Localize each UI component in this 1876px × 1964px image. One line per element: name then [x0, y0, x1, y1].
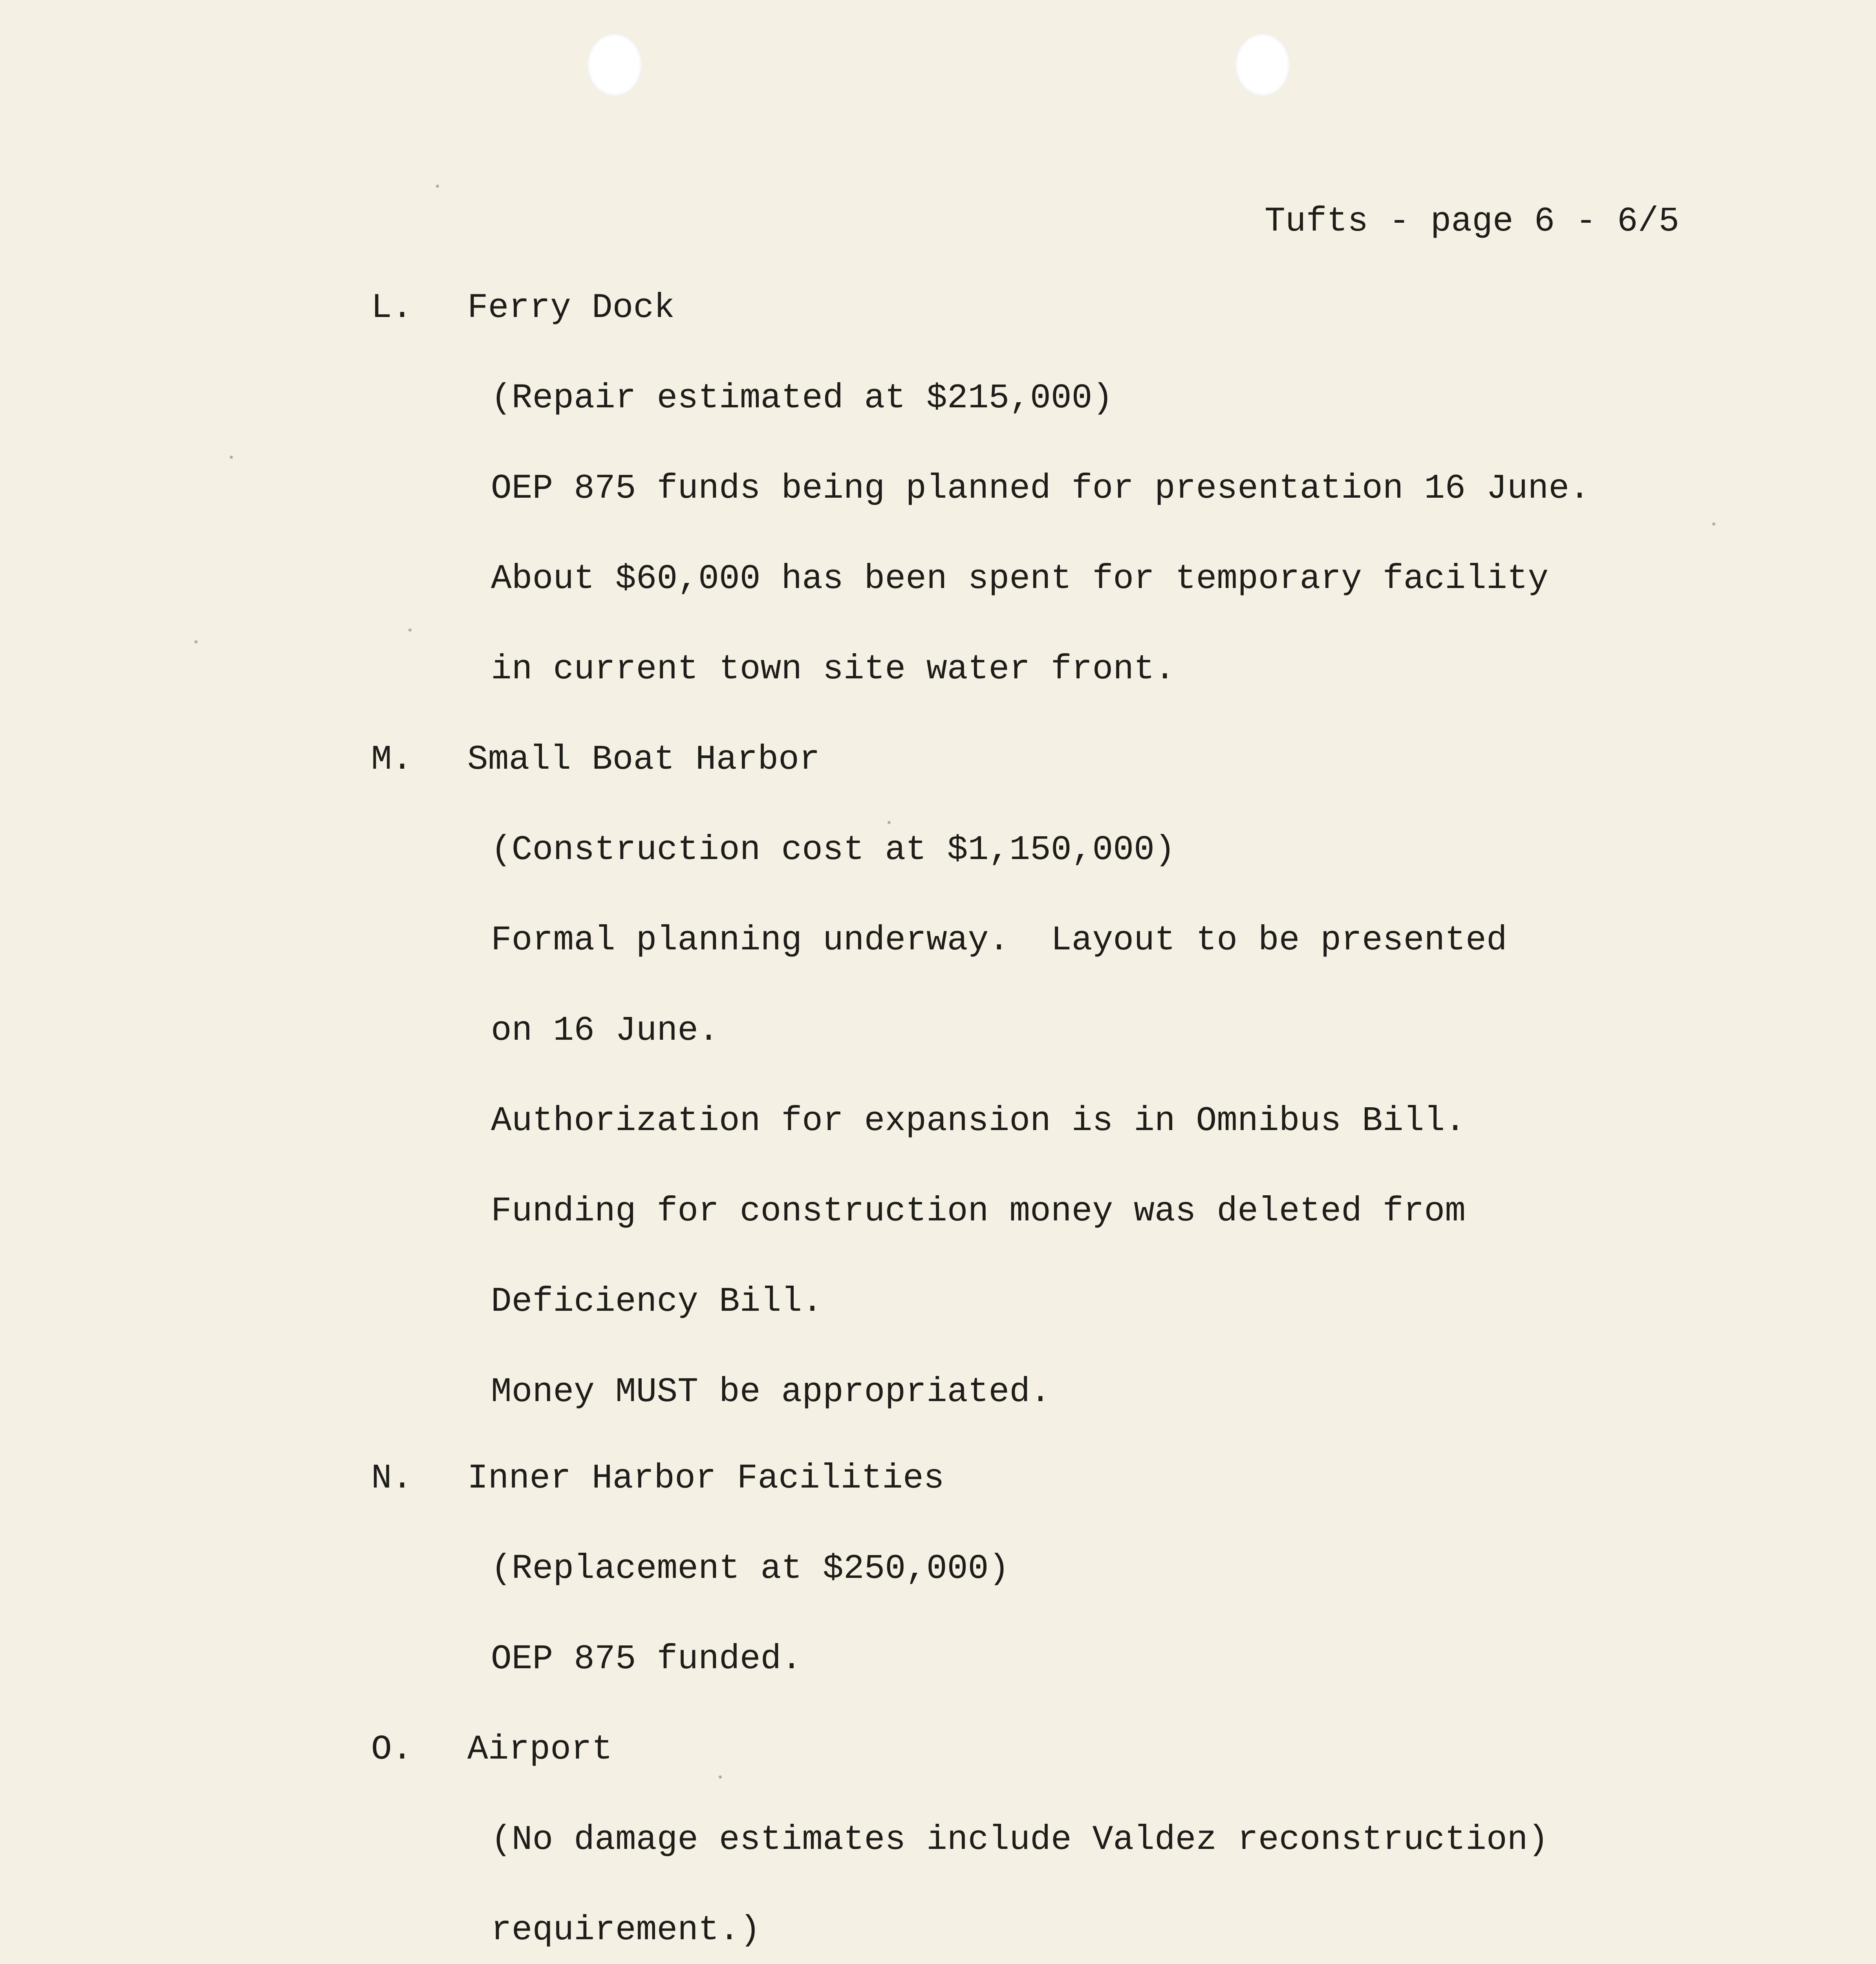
section-l-line: in current town site water front. [491, 650, 1175, 689]
section-l-title: Ferry Dock [467, 289, 675, 328]
section-m-line: Authorization for expansion is in Omnibus Bill. [491, 1102, 1466, 1141]
paper-speck [408, 628, 412, 632]
section-m-letter: M. [371, 740, 413, 779]
section-l-line: (Repair estimated at $215,000) [491, 379, 1113, 418]
section-o-line: requirement.) [491, 1911, 761, 1950]
section-m-line: Deficiency Bill. [491, 1282, 823, 1321]
section-n-title: Inner Harbor Facilities [467, 1459, 944, 1498]
section-n-letter: N. [371, 1459, 413, 1498]
section-m-line: Money MUST be appropriated. [491, 1373, 1051, 1412]
paper-speck [719, 1775, 722, 1779]
paper-speck [1712, 522, 1715, 526]
section-m-line: on 16 June. [491, 1011, 719, 1050]
section-m-title: Small Boat Harbor [467, 740, 820, 779]
section-n-line: (Replacement at $250,000) [491, 1550, 1010, 1588]
section-m-line: (Construction cost at $1,150,000) [491, 831, 1175, 870]
section-l-letter: L. [371, 289, 413, 328]
section-l-line: OEP 875 funds being planned for presentation 16 June. [491, 469, 1590, 508]
paper-speck [194, 640, 198, 643]
section-n-line: OEP 875 funded. [491, 1640, 802, 1679]
section-m-line: Funding for construction money was deleted from [491, 1192, 1466, 1231]
paper-speck [230, 456, 233, 459]
section-o-title: Airport [467, 1730, 613, 1769]
page-header: Tufts - page 6 - 6/5 [1265, 202, 1680, 241]
punch-hole-left [587, 33, 642, 96]
paper-speck [888, 821, 891, 824]
section-o-line: (No damage estimates include Valdez reconstruction) [491, 1821, 1549, 1860]
section-l-line: About $60,000 has been spent for temporary facility [491, 560, 1549, 599]
punch-hole-right [1235, 33, 1290, 96]
section-m-line: Formal planning underway. Layout to be presented [491, 921, 1507, 960]
paper-speck [436, 185, 439, 188]
section-o-letter: O. [371, 1730, 413, 1769]
